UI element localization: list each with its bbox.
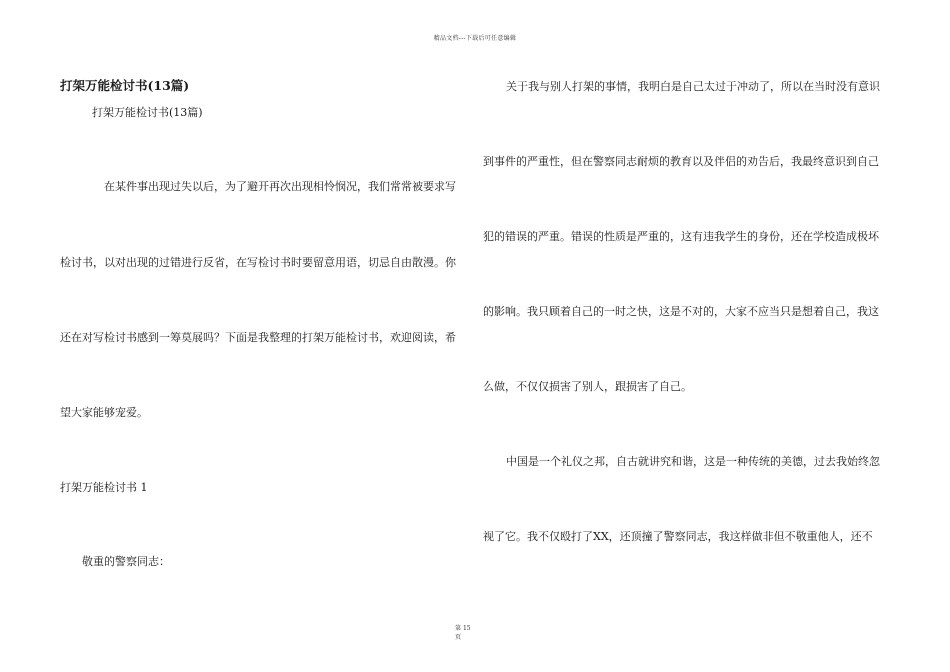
body-line-3: 犯的错误的严重。错误的性质是严重的，这有违我学生的身份，还在学校造成极坏 bbox=[483, 230, 879, 243]
intro-line-1: 在某件事出现过失以后，为了避开再次出现相怜悯况，我们常常被要求写 bbox=[104, 180, 456, 193]
intro-line-4: 望大家能够宠爱。 bbox=[60, 406, 148, 419]
document-title: 打架万能检讨书(13篇) bbox=[60, 78, 190, 93]
body-line-4: 的影响。我只顾着自己的一时之快，这是不对的，大家不应当只是想着自己，我这 bbox=[483, 305, 879, 318]
body-line-6: 中国是一个礼仪之邦，自古就讲究和谐，这是一种传统的美德，过去我始终忽 bbox=[506, 455, 880, 468]
page-footer bbox=[455, 624, 471, 642]
body-line-7: 视了它。我不仅殴打了XX，还顶撞了警察同志，我这样做非但不敬重他人，还不 bbox=[483, 530, 873, 543]
salutation: 敬重的警察同志： bbox=[82, 555, 170, 568]
page-suffix: 页 bbox=[455, 634, 462, 641]
body-line-5: 么做，不仅仅损害了别人，跟损害了自己。 bbox=[483, 380, 692, 393]
body-line-2: 到事件的严重性，但在警察同志耐烦的教育以及伴侣的劝告后，我最终意识到自己 bbox=[483, 155, 879, 168]
page-number: 15 bbox=[462, 625, 471, 632]
page-header: 精品文档---下载后可任意编辑 bbox=[433, 35, 517, 42]
intro-line-2: 检讨书，以对出现的过错进行反省，在写检讨书时要留意用语，切忌自由散漫。你 bbox=[60, 256, 456, 269]
body-line-1: 关于我与别人打架的事情，我明白是自己太过于冲动了，所以在当时没有意识 bbox=[506, 80, 880, 93]
section-title: 打架万能检讨书 1 bbox=[60, 481, 148, 494]
page-prefix: 第 bbox=[455, 625, 462, 632]
intro-line-3: 还在对写检讨书感到一筹莫展吗？下面是我整理的打架万能检讨书，欢迎阅读，希 bbox=[60, 331, 456, 344]
document-subtitle: 打架万能检讨书(13篇) bbox=[92, 106, 203, 119]
